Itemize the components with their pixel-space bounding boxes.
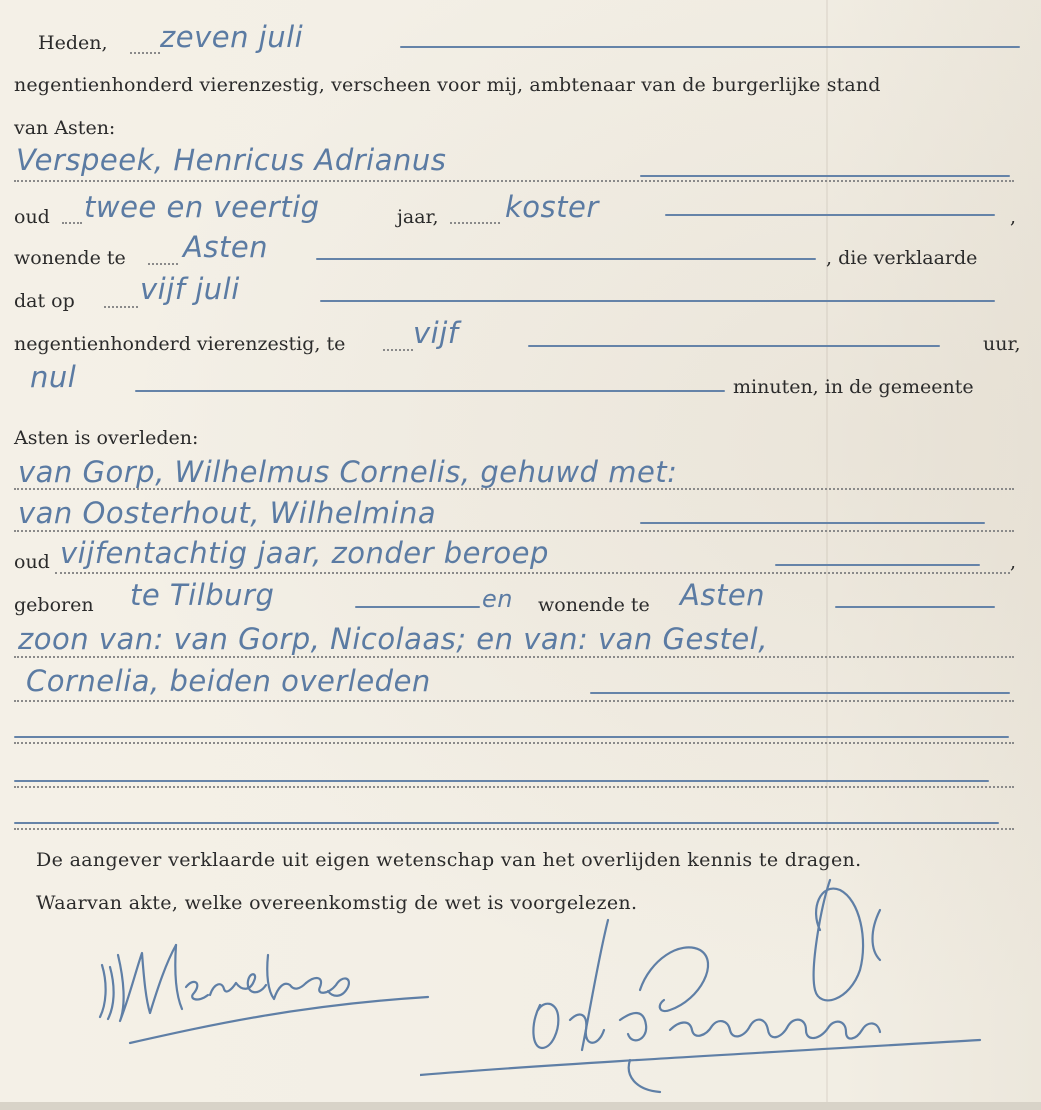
label-comma: , xyxy=(1010,206,1017,228)
fill-stroke xyxy=(528,345,940,347)
hw-hour: vijf xyxy=(413,316,459,350)
label-oud-2: oud xyxy=(14,551,50,573)
label-geboren: geboren xyxy=(14,594,94,616)
dotted-line xyxy=(14,180,1014,182)
hw-parents-line2: Cornelia, beiden overleden xyxy=(26,664,431,698)
dotted-line xyxy=(14,828,1014,830)
dotted-line xyxy=(14,656,1014,658)
dotted-line xyxy=(130,52,160,54)
fill-stroke xyxy=(355,606,480,608)
dotted-line xyxy=(14,700,1014,702)
fill-stroke xyxy=(14,780,989,782)
fill-stroke xyxy=(14,822,999,824)
hw-birthplace: te Tilburg xyxy=(130,578,275,612)
fill-stroke xyxy=(316,258,816,260)
hw-deceased-line1: van Gorp, Wilhelmus Cornelis, gehuwd met: xyxy=(18,455,678,489)
hw-residence: Asten xyxy=(183,230,269,264)
hw-death-date: vijf juli xyxy=(140,272,240,306)
fill-stroke xyxy=(400,46,1020,48)
fill-stroke xyxy=(640,175,1010,177)
hw-date: zeven juli xyxy=(160,20,304,54)
dotted-line xyxy=(148,263,178,265)
label-minuten: minuten, in de gemeente xyxy=(733,376,974,398)
dotted-line xyxy=(14,742,1014,744)
dotted-line xyxy=(14,488,1014,490)
label-asten-overleden: Asten is overleden: xyxy=(14,427,199,449)
label-comma-2: , xyxy=(1010,551,1017,573)
hw-en: en xyxy=(482,585,513,613)
hw-declarant-age: twee en veertig xyxy=(84,190,320,224)
fill-stroke xyxy=(14,736,1009,738)
dotted-line xyxy=(14,786,1014,788)
dotted-line xyxy=(62,222,82,224)
fill-stroke xyxy=(590,692,1010,694)
closing-line-1: De aangever verklaarde uit eigen wetenschap van het overlijden kennis te dragen. xyxy=(36,849,862,871)
label-wonende-te: wonende te xyxy=(14,247,126,269)
hw-deceased-age: vijfentachtig jaar, zonder beroep xyxy=(60,536,549,570)
declarant-signature xyxy=(90,925,440,1055)
label-jaar: jaar, xyxy=(397,206,439,228)
fill-stroke xyxy=(775,564,980,566)
label-dat-op: dat op xyxy=(14,290,75,312)
fill-stroke xyxy=(665,214,995,216)
hw-parents-line1: zoon van: van Gorp, Nicolaas; en van: van Gestel, xyxy=(18,622,768,656)
dotted-line xyxy=(104,306,138,308)
page-bottom-edge xyxy=(0,1102,1041,1110)
registrar-signature xyxy=(420,870,1020,1105)
dotted-line xyxy=(55,572,1010,574)
label-wonende-te-2: wonende te xyxy=(538,594,650,616)
hw-minutes: nul xyxy=(30,360,77,394)
fill-stroke xyxy=(835,606,995,608)
hw-declarant-name: Verspeek, Henricus Adrianus xyxy=(16,143,447,177)
label-heden: Heden, xyxy=(38,32,108,54)
dotted-line xyxy=(450,222,500,224)
hw-deceased-line2: van Oosterhout, Wilhelmina xyxy=(18,496,437,530)
label-die-verklaarde: , die verklaarde xyxy=(826,247,978,269)
fill-stroke xyxy=(640,522,985,524)
label-line-te: negentienhonderd vierenzestig, te xyxy=(14,333,346,355)
closing-line-2: Waarvan akte, welke overeenkomstig de wet is voorgelezen. xyxy=(36,892,638,914)
fill-stroke xyxy=(135,390,725,392)
label-van-asten: van Asten: xyxy=(14,117,116,139)
label-uur: uur, xyxy=(983,333,1021,355)
hw-deceased-residence: Asten xyxy=(680,578,766,612)
label-oud: oud xyxy=(14,206,50,228)
label-line2: negentienhonderd vierenzestig, verscheen voor mij, ambtenaar van de burgerlijke stand xyxy=(14,74,881,96)
fill-stroke xyxy=(320,300,995,302)
hw-declarant-job: koster xyxy=(505,190,599,224)
dotted-line xyxy=(383,349,413,351)
dotted-line xyxy=(14,530,1014,532)
